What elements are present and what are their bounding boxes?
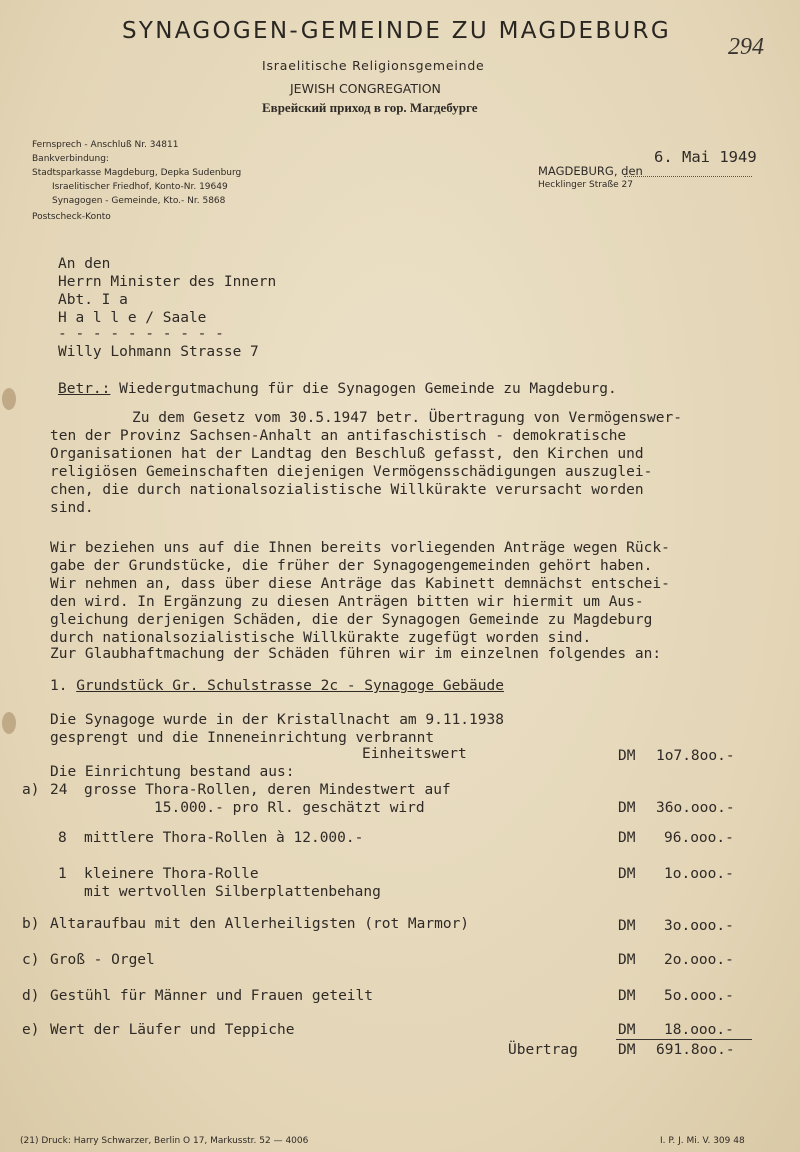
page-number: 294 [728,34,764,60]
form-code: I. P. J. Mi. V. 309 48 [660,1136,745,1146]
item-d-amount: 5o.ooo.- [664,988,734,1004]
uebertrag-amount: 691.8oo.- [656,1042,735,1058]
item-b-currency: DM [618,918,636,934]
item-d-description: Gestühl für Männer und Frauen geteilt [50,988,374,1004]
item-c-description: Groß - Orgel [50,952,155,968]
subject-label: Betr.: [58,381,111,397]
item-b-letter: b) [22,916,40,932]
item-a-letter: a) [22,782,40,798]
section-number: 1. [50,678,68,694]
einheitswert-amount: 1o7.8oo.- [656,748,735,764]
item-a2-currency: DM [618,830,636,846]
paragraph1-line: Zu dem Gesetz vom 30.5.1947 betr. Übertragung von Vermögenswer- [132,410,682,426]
paragraph1-line: Organisationen hat der Landtag den Beschluß gefasst, den Kirchen und [50,446,644,462]
letterhead-subtitle-russian: Еврейский приход в гор. Магдебурге [262,100,478,115]
item-e-description: Wert der Läufer und Teppiche [50,1022,295,1038]
item-a1-quantity: 24 [50,782,68,798]
bank-label: Bankverbindung: [32,154,109,164]
printer-imprint: (21) Druck: Harry Schwarzer, Berlin O 17, Markusstr. 52 — 4006 [20,1136,309,1146]
address-line-1: An den [58,256,111,272]
item-a1-currency: DM [618,800,636,816]
item-a3-quantity: 1 [58,866,67,882]
address-dashes: - - - - - - - - - - [58,326,224,342]
item-e-currency: DM [618,1022,636,1038]
item-a1-amount: 36o.ooo.- [656,800,735,816]
item-c-letter: c) [22,952,40,968]
postscheck-label: Postscheck-Konto [32,212,111,222]
item-a1-description: grosse Thora-Rollen, deren Mindestwert auf [84,782,451,798]
paragraph1-line: religiösen Gemeinschaften diejenigen Vermögensschädigungen auszuglei- [50,464,653,480]
item-e-amount: 18.ooo.- [664,1022,734,1038]
paragraph2-line: gabe der Grundstücke, die früher der Synagogengemeinden gehört haben. [50,558,653,574]
item-d-letter: d) [22,988,40,1004]
address-line-2: Herrn Minister des Innern [58,274,277,290]
einheitswert-currency: DM [618,748,636,764]
item-c-currency: DM [618,952,636,968]
address-line-3: Abt. I a [58,292,128,308]
item-a3-currency: DM [618,866,636,882]
item-a3-amount: 1o.ooo.- [664,866,734,882]
letter-date: 6. Mai 1949 [654,148,757,166]
item-b-amount: 3o.ooo.- [664,918,734,934]
item-b-description: Altaraufbau mit den Allerheiligsten (rot Marmor) [50,916,470,932]
bank-account-2: Israelitischer Friedhof, Konto-Nr. 19649 [52,182,228,192]
intro-line: gesprengt und die Inneneinrichtung verbrannt [50,730,435,746]
phone-number: Fernsprech - Anschluß Nr. 34811 [32,140,179,150]
sum-rule [616,1039,752,1040]
einheitswert-label: Einheitswert [362,746,467,762]
uebertrag-label: Übertrag [508,1042,578,1058]
subject-line [58,381,617,397]
paragraph2-line: den wird. In Ergänzung zu diesen Anträgen bitten wir hiermit um Aus- [50,594,644,610]
item-d-currency: DM [618,988,636,1004]
letterhead-title: SYNAGOGEN-GEMEINDE ZU MAGDEBURG [122,18,671,44]
bank-account-1: Stadtsparkasse Magdeburg, Depka Sudenburg [32,168,242,178]
item-a1-description-2: 15.000.- pro Rl. geschätzt wird [154,800,425,816]
item-a3-description: kleinere Thora-Rolle [84,866,259,882]
paragraph2-line: gleichung derjenigen Schäden, die der Synagogen Gemeinde zu Magdeburg [50,612,653,628]
punch-hole-bottom [2,712,16,734]
item-a2-description: mittlere Thora-Rollen à 12.000.- [84,830,364,846]
address-line-5: Willy Lohmann Strasse 7 [58,344,259,360]
section-heading [50,678,504,694]
paragraph2-line: Wir nehmen an, dass über diese Anträge das Kabinett demnächst entschei- [50,576,670,592]
item-a2-quantity: 8 [58,830,67,846]
intro-line: Die Synagoge wurde in der Kristallnacht am 9.11.1938 [50,712,504,728]
section-title: Grundstück Gr. Schulstrasse 2c - Synagoge Gebäude [76,678,504,694]
letterhead-subtitle-english: JEWISH CONGREGATION [290,81,441,96]
paragraph1-line: chen, die durch nationalsozialistische Willkürakte verursacht worden [50,482,644,498]
item-e-letter: e) [22,1022,40,1038]
item-a2-amount: 96.ooo.- [664,830,734,846]
paragraph2-line: durch nationalsozialistische Willkürakte zugefügt worden sind. [50,630,592,646]
address-line-4: H a l l e / Saale [58,310,207,326]
einrichtung-label: Die Einrichtung bestand aus: [50,764,295,780]
paragraph2-line: Wir beziehen uns auf die Ihnen bereits vorliegenden Anträge wegen Rück- [50,540,670,556]
date-dotted-line [624,176,752,177]
paragraph2-line: Zur Glaubhaftmachung der Schäden führen wir im einzelnen folgendes an: [50,646,662,662]
letterhead-subtitle-german: Israelitische Religionsgemeinde [262,58,485,73]
paragraph1-line: sind. [50,500,94,516]
uebertrag-currency: DM [618,1042,636,1058]
item-c-amount: 2o.ooo.- [664,952,734,968]
paragraph1-line: ten der Provinz Sachsen-Anhalt an antifaschistisch - demokratische [50,428,627,444]
bank-account-3: Synagogen - Gemeinde, Kto.- Nr. 5868 [52,196,226,206]
punch-hole-top [2,388,16,410]
item-a3-description-2: mit wertvollen Silberplattenbehang [84,884,381,900]
place-label: MAGDEBURG, den [538,164,643,178]
subject-text: Wiedergutmachung für die Synagogen Gemeinde zu Magdeburg. [119,381,617,397]
street-address: Hecklinger Straße 27 [538,180,633,190]
